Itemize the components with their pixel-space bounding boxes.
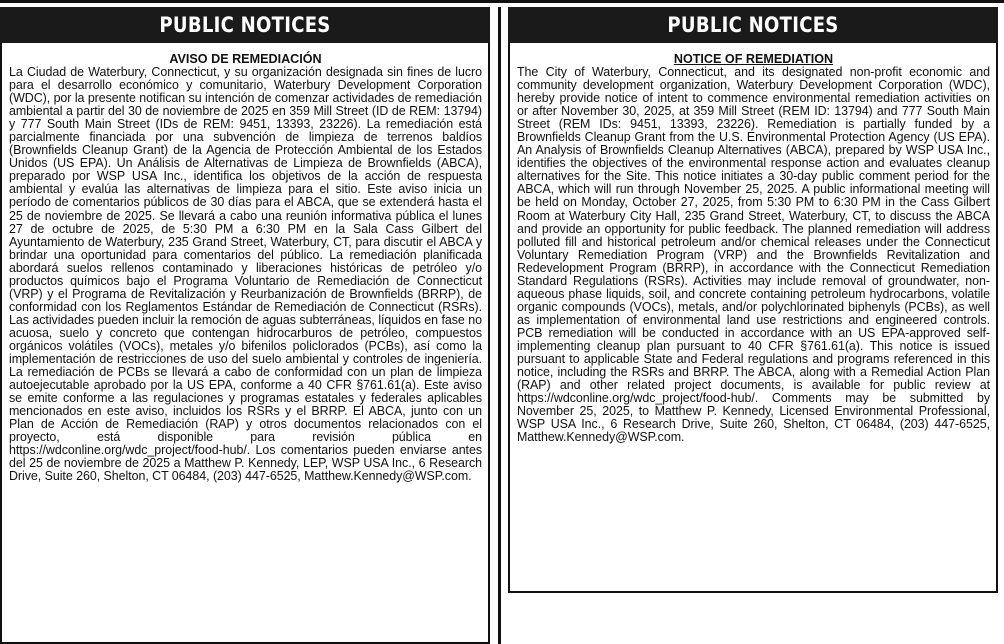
section-banner (0, 7, 490, 43)
notice-box (0, 43, 490, 644)
notice-body: The City of Waterbury, Connecticut, and its designated non-profit economic and community development organization, Waterbury Development Corporation (WDC), hereby provide notice of intent to commence environmental remediation activities on or after November 30, 2025, at 359 Mill Street (REM ID: 13794) and 777 South Main Street (REM IDs: 9451, 13393, 23226). Remediation is partially funded by a Brownfields Cleanup Grant from the U.S. Environmental Protection Agency (US EPA). An Analysis of Brownfields Cleanup Alternatives (ABCA), prepared by WSP USA Inc., identifies the objectives of the environmental response action and evaluates cleanup alternatives for the Site. This notice initiates a 30-day public comment period for the ABCA, which will run through November 25, 2025. A public informational meeting will be held on Monday, October 27, 2025, from 5:30 PM to 6:30 PM in the Cass Gilbert Room at Waterbury City Hall, 235 Grand Street, Waterbury, CT, to discuss the ABCA and provide an opportunity for public feedback. The planned remediation will address polluted fill and historical petroleum and/or chemical releases under the Connecticut Voluntary Remediation Program (VRP) and the Brownfields Revitalization and Redevelopment Program (BRRP), in accordance with the Connecticut Remediation Standard Regulations (RSRs). Activities may include removal of groundwater, non-aqueous phase liquids, soil, and concrete containing petroleum hydrocarbons, volatile organic compounds (VOCs), metals, and/or polychlorinated biphenyls (PCBs), as well as implementation of environmental land use restrictions and engineered controls. PCB remediation will be conducted in accordance with an US EPA-approved self-implementing cleanup plan pursuant to 40 CFR §761.61(a). This notice is issued pursuant to applicable State and Federal regulations and programs referenced in this notice, including the RSRs and BRRP. The ABCA, along with a Remedial Action Plan (RAP) and other related project documents, is available for public review at https://wdconline.org/wdc_project/food-hub/. Comments may be submitted by November 25, 2025, to Matthew P. Kennedy, Licensed Environmental Professional, WSP USA Inc., 6 Research Drive, Suite 260, Shelton, CT 06484, (203) 447-6525, Matthew.Kennedy@WSP.com. (517, 65, 990, 445)
notice-title-text: NOTICE OF REMEDIATION (673, 52, 834, 66)
top-rule (0, 0, 1004, 3)
notice-column-spanish (0, 7, 490, 644)
section-header: PUBLIC NOTICES (34, 7, 455, 43)
notice-title: AVISO DE REMEDIACIÓN (169, 52, 322, 66)
column-divider (498, 7, 501, 644)
notice-box (508, 43, 998, 593)
notice-column-english (508, 7, 998, 593)
section-banner (508, 7, 998, 43)
notice-body: La Ciudad de Waterbury, Connecticut, y su organización designada sin fines de lucro para el desarrollo económico y comunitario, Waterbury Development Corporation (WDC), por la presente notifican su intención de comenzar actividades de remediación ambiental a partir del 30 de noviembre de 2025 en 359 Mill Street (ID de REM: 13794) y 777 South Main Street (IDs de REM: 9451, 13393, 23226). La remediación está parcialmente financiada por una subvención de limpieza de terrenos baldíos (Brownfields Cleanup Grant) de la Agencia de Protección Ambiental de los Estados Unidos (US EPA). Un Análisis de Alternativas de Limpieza de Brownfields (ABCA), preparado por WSP USA Inc., identifica los objetivos de la acción de respuesta ambiental y evalúa las alternativas de limpieza para el sitio. Este aviso inicia un período de comentarios públicos de 30 días para el ABCA, que se extenderá hasta el 25 de noviembre de 2025. Se llevará a cabo una reunión informativa pública el lunes 27 de octubre de 2025, de 5:30 PM a 6:30 PM en la Sala Cass Gilbert del Ayuntamiento de Waterbury, 235 Grand Street, Waterbury, CT, para discutir el ABCA y brindar una oportunidad para comentarios del público. La remediación planificada abordará suelos rellenos contaminado y liberaciones históricas de petróleo y/o productos químicos bajo el Programa Voluntario de Remediación de Connecticut (VRP) y el Programa de Revitalización y Reurbanización de Brownfields (BRRP), de conformidad con los Reglamentos Estándar de Remediación de Connecticut (RSRs). Las actividades pueden incluir la remoción de aguas subterráneas, líquidos en fase no acuosa, suelo y concreto que contengan hidrocarburos de petróleo, compuestos orgánicos volátiles (VOCs), metales y/o bifenilos policlorados (PCBs), así como la implementación de restricciones de uso del suelo ambiental y controles de ingeniería. La remediación de PCBs se llevará a cabo de conformidad con un plan de limpieza autoejecutable aprobado por la US EPA, conforme a 40 CFR §761.61(a). Este aviso se emite conforme a las regulaciones y programas estatales y federales aplicables mencionados en este aviso, incluidos los RSRs y el BRRP. El ABCA, junto con un Plan de Acción de Remediación (RAP) y otros documentos relacionados con el proyecto, está disponible para revisión pública en https://wdconline.org/wdc_project/food-hub/. Los comentarios pueden enviarse antes del 25 de noviembre de 2025 a Matthew P. Kennedy, LEP, WSP USA Inc., 6 Research Drive, Suite 260, Shelton, CT 06484, (203) 447-6525, Matthew.Kennedy@WSP.com. (9, 65, 482, 484)
section-header: PUBLIC NOTICES (542, 7, 963, 43)
